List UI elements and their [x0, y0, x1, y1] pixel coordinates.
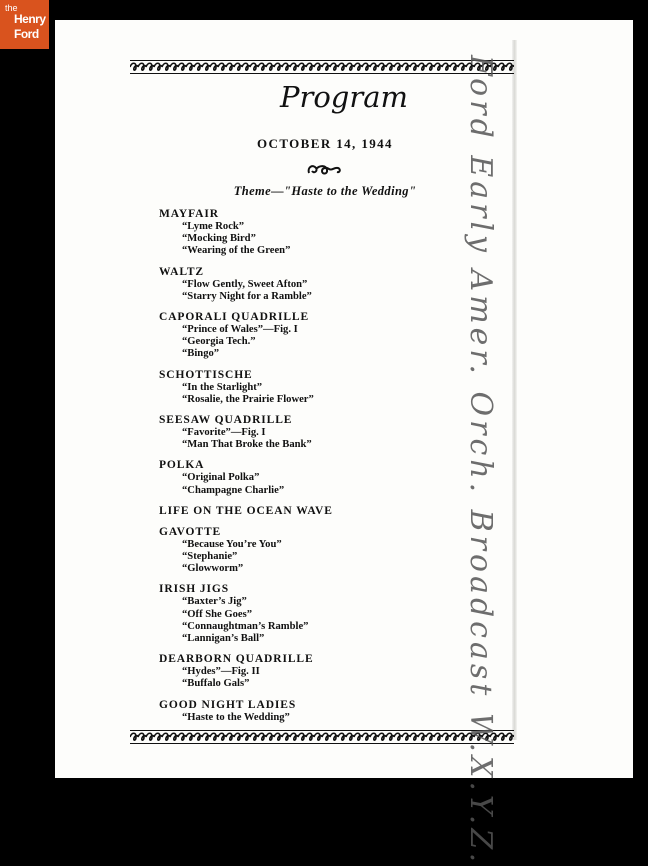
tune-title: “Because You’re You”	[182, 538, 282, 550]
dance-name: GOOD NIGHT LADIES	[159, 698, 297, 711]
dance-name: CAPORALI QUADRILLE	[159, 311, 310, 324]
handwritten-annotation	[443, 55, 553, 866]
program-section	[159, 459, 333, 496]
tune-title: “Prince of Wales”—Fig. I	[182, 324, 298, 336]
tune-title: “Mocking Bird”	[182, 233, 256, 245]
program-section	[159, 369, 333, 406]
program-theme: Theme—"Haste to the Wedding"	[233, 184, 417, 198]
henry-ford-logo	[0, 0, 49, 49]
program-section	[159, 311, 333, 361]
program-section	[159, 653, 333, 690]
dance-name: IRISH JIGS	[159, 583, 230, 596]
tune-title: “Favorite”—Fig. I	[182, 427, 266, 439]
tune-title: “Buffalo Gals”	[182, 678, 250, 690]
program-section	[159, 699, 333, 724]
tune-title: “Haste to the Wedding”	[182, 711, 290, 723]
program-section	[159, 414, 333, 451]
tune-title: “Connaughtman’s Ramble”	[182, 620, 309, 632]
tune-title: “Glowworm”	[182, 563, 244, 575]
tune-title: “Stephanie”	[182, 551, 238, 563]
tune-title: “Lannigan’s Ball”	[182, 633, 265, 645]
dance-name: GAVOTTE	[159, 525, 222, 538]
program-title: Program	[279, 80, 409, 114]
dance-name: DEARBORN QUADRILLE	[159, 653, 314, 666]
tune-title: “Champagne Charlie”	[182, 484, 285, 496]
dance-name: SCHOTTISCHE	[159, 368, 253, 381]
dance-name: WALTZ	[159, 265, 204, 278]
program-section	[159, 505, 333, 518]
logo-small-text: the	[5, 3, 18, 13]
tune-title: “Man That Broke the Bank”	[182, 439, 312, 451]
tune-title: “Baxter’s Jig”	[182, 596, 247, 608]
tune-title: “Rosalie, the Prairie Flower”	[182, 393, 314, 405]
program-section	[159, 266, 333, 303]
dance-name: MAYFAIR	[159, 208, 219, 220]
tune-title: “In the Starlight”	[182, 381, 263, 393]
dance-name: LIFE ON THE OCEAN WAVE	[159, 504, 333, 517]
tune-title: “Original Polka”	[182, 472, 260, 484]
dance-name: SEESAW QUADRILLE	[159, 414, 293, 427]
tune-title: “Lyme Rock”	[182, 221, 245, 232]
tune-title: “Off She Goes”	[182, 608, 253, 620]
program-list	[159, 208, 333, 732]
program-page	[55, 20, 633, 866]
program-date: OCTOBER 14, 1944	[257, 136, 393, 151]
dance-name: POLKA	[159, 459, 205, 472]
tune-title: “Bingo”	[182, 348, 220, 360]
tune-title: “Georgia Tech.”	[182, 336, 256, 348]
logo-line-1: Henry	[14, 12, 46, 26]
tune-title: “Starry Night for a Ramble”	[182, 290, 312, 302]
logo-line-2: Ford	[14, 27, 39, 41]
flourish-ornament-icon	[305, 159, 343, 179]
tune-title: “Hydes”—Fig. II	[182, 666, 260, 678]
tune-title: “Flow Gently, Sweet Afton”	[182, 278, 308, 290]
tune-title: “Wearing of the Green”	[182, 245, 291, 257]
handwritten-note: Ford Early Amer. Orch. Broadcast W.X.Y.Z.	[463, 55, 498, 866]
program-section	[159, 208, 333, 258]
program-section	[159, 526, 333, 576]
program-section	[159, 583, 333, 645]
